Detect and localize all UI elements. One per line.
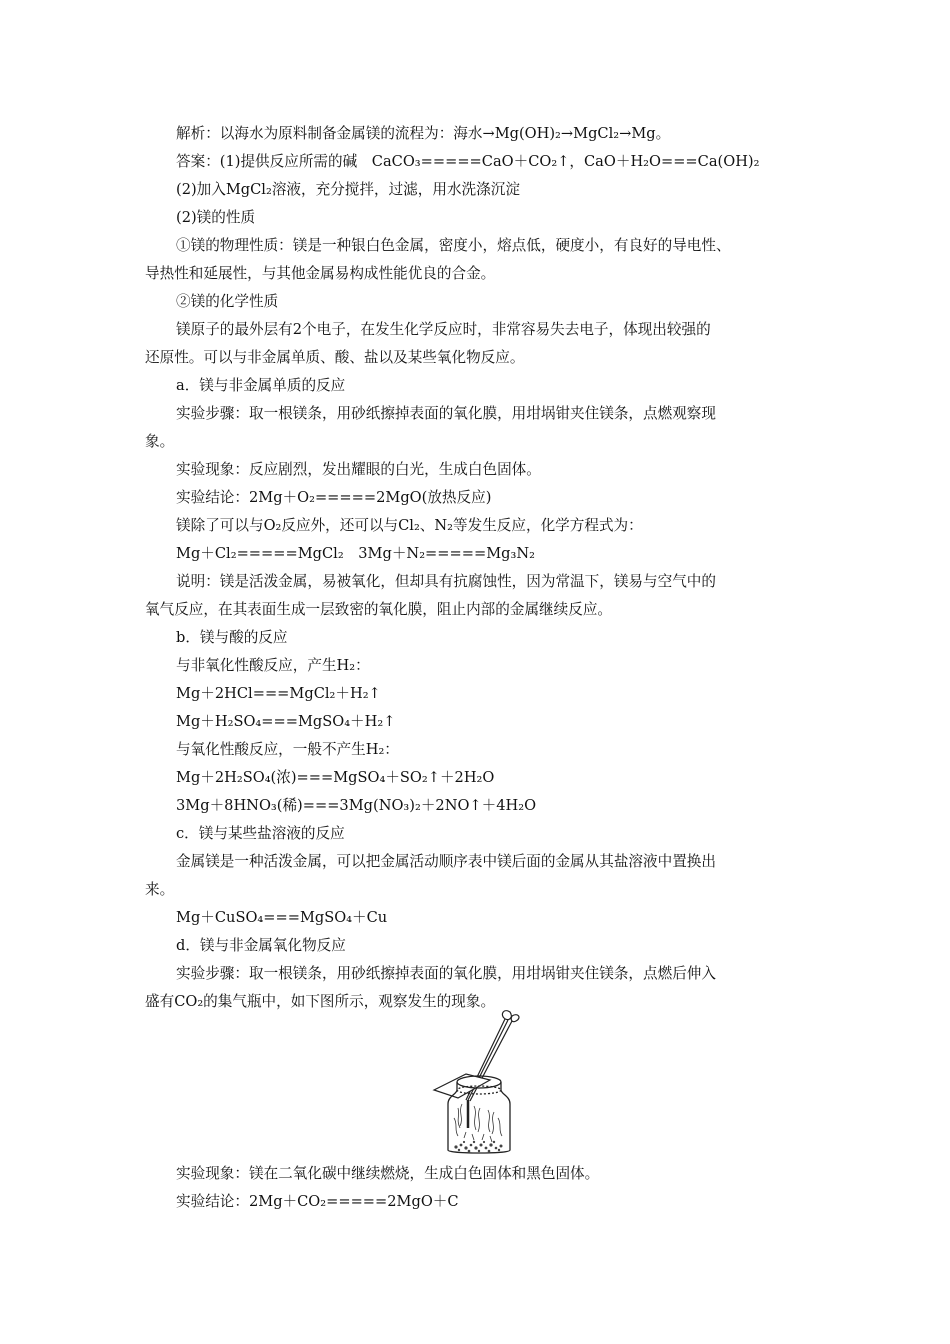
subheading-b: b．镁与酸的反应: [176, 629, 288, 646]
equation-h2so4: Mg＋H₂SO₄===MgSO₄＋H₂↑: [176, 713, 396, 730]
experiment-steps-d-line-1: 实验步骤：取一根镁条，用砂纸擦掉表面的氧化膜，用坩埚钳夹住镁条，点燃后伸入: [176, 965, 716, 982]
experiment-conclusion-d: 实验结论：2Mg＋CO₂=====2MgO＋C: [176, 1193, 459, 1210]
experiment-steps-d-line-2: 盛有CO₂的集气瓶中，如下图所示，观察发生的现象。: [145, 993, 496, 1010]
physical-properties-line-1: ①镁的物理性质：镁是一种银白色金属，密度小，熔点低，硬度小，有良好的导电性、: [176, 237, 731, 254]
chemical-intro-line-2: 还原性。可以与非金属单质、酸、盐以及某些氧化物反应。: [145, 349, 525, 366]
gas-jar-burning-magnesium-figure: [428, 1008, 528, 1158]
explanation-line-2: 氧气反应，在其表面生成一层致密的氧化膜，阻止内部的金属继续反应。: [145, 601, 613, 618]
physical-properties-line-2: 导热性和延展性，与其他金属易构成性能优良的合金。: [145, 265, 496, 282]
flame-sparks-icon: [454, 1104, 502, 1142]
subheading-c: c．镁与某些盐溶液的反应: [176, 825, 345, 842]
salt-reaction-line-1: 金属镁是一种活泼金属，可以把金属活动顺序表中镁后面的金属从其盐溶液中置换出: [176, 853, 716, 870]
experiment-steps-a-line-1: 实验步骤：取一根镁条，用砂纸擦掉表面的氧化膜，用坩埚钳夹住镁条，点燃观察现: [176, 405, 716, 422]
equation-conc-h2so4: Mg＋2H₂SO₄(浓)===MgSO₄＋SO₂↑＋2H₂O: [176, 769, 495, 786]
equation-cuso4: Mg＋CuSO₄===MgSO₄＋Cu: [176, 909, 388, 926]
explanation-line-1: 说明：镁是活泼金属，易被氧化，但却具有抗腐蚀性，因为常温下，镁易与空气中的: [176, 573, 716, 590]
subheading-d: d．镁与非金属氧化物反应: [176, 937, 346, 954]
chemical-intro-line-1: 镁原子的最外层有2个电子，在发生化学反应时，非常容易失去电子，体现出较强的: [176, 321, 711, 338]
non-oxidizing-acid-intro: 与非氧化性酸反应，产生H₂：: [176, 657, 370, 674]
section-heading-properties: (2)镁的性质: [176, 209, 256, 226]
answer-line-1: 答案：(1)提供反应所需的碱 CaCO₃=====CaO＋CO₂↑，CaO＋H₂O===Ca(OH)₂: [176, 153, 760, 170]
experiment-conclusion-a: 实验结论：2Mg＋O₂=====2MgO(放热反应): [176, 489, 492, 506]
other-reactions-intro: 镁除了可以与O₂反应外，还可以与Cl₂、N₂等发生反应，化学方程式为：: [176, 517, 643, 534]
analysis-line: 解析：以海水为原料制备金属镁的流程为：海水→Mg(OH)₂→MgCl₂→Mg。: [176, 125, 671, 142]
subheading-a: a．镁与非金属单质的反应: [176, 377, 346, 394]
salt-reaction-line-2: 来。: [145, 881, 175, 898]
experiment-steps-a-line-2: 象。: [145, 433, 175, 450]
section-heading-chemical: ②镁的化学性质: [176, 293, 279, 310]
equation-hcl: Mg＋2HCl===MgCl₂＋H₂↑: [176, 685, 381, 702]
solid-residue-icon: [454, 1141, 502, 1153]
equation-dilute-hno3: 3Mg＋8HNO₃(稀)===3Mg(NO₃)₂＋2NO↑＋4H₂O: [176, 797, 537, 814]
experiment-phenomenon-d: 实验现象：镁在二氧化碳中继续燃烧，生成白色固体和黑色固体。: [176, 1165, 600, 1182]
oxidizing-acid-intro: 与氧化性酸反应，一般不产生H₂：: [176, 741, 399, 758]
answer-line-2: (2)加入MgCl₂溶液，充分搅拌，过滤，用水洗涤沉淀: [176, 181, 520, 198]
gas-jar-illustration: [428, 1008, 528, 1158]
equations-cl2-n2: Mg＋Cl₂=====MgCl₂ 3Mg＋N₂=====Mg₃N₂: [176, 545, 535, 562]
experiment-phenomenon-a: 实验现象：反应剧烈，发出耀眼的白光，生成白色固体。: [176, 461, 541, 478]
